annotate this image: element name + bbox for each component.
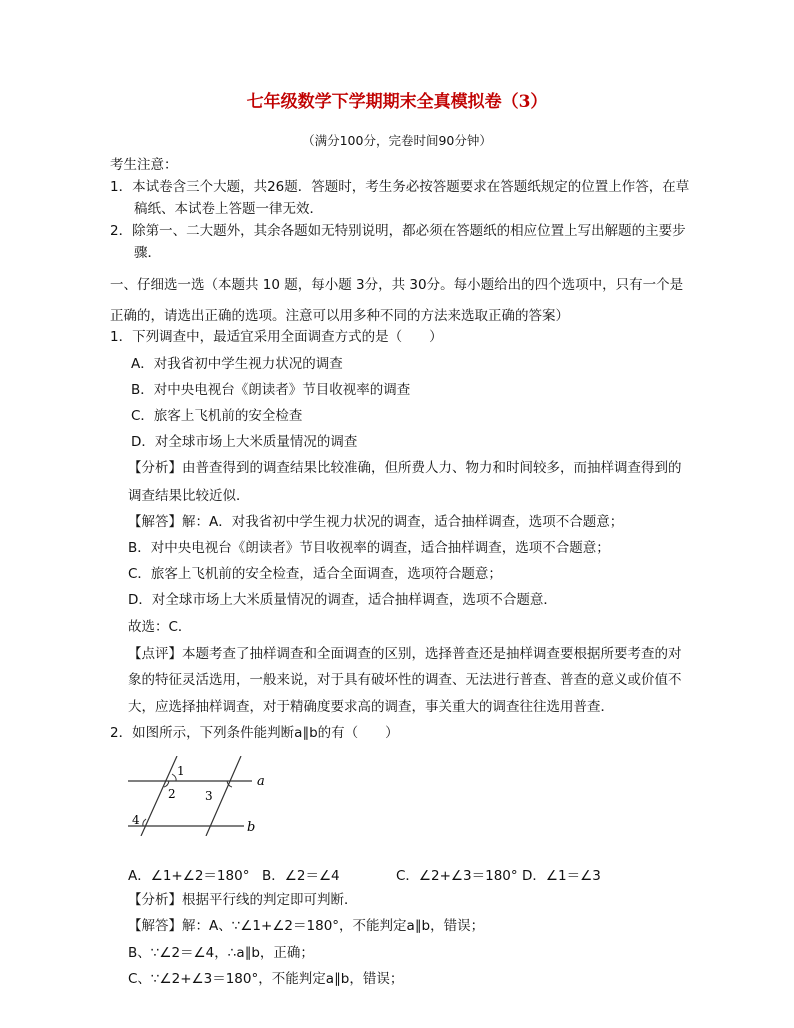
label-angle-3: 3 bbox=[205, 789, 213, 803]
page-subtitle: （满分100分，完卷时间90分钟） bbox=[302, 133, 492, 148]
parallel-lines-figure bbox=[126, 756, 276, 836]
q1-option-c: C．旅客上飞机前的安全检查 bbox=[131, 408, 303, 424]
label-angle-1: 1 bbox=[177, 764, 185, 778]
q2-solution-a: 【解答】解：A、∵∠1+∠2＝180°，不能判定a∥b，错误； bbox=[128, 918, 485, 934]
q2-solution-c: C、∵∠2+∠3＝180°，不能判定a∥b，错误； bbox=[128, 971, 404, 987]
section-heading-cont: 正确的，请选出正确的选项。注意可以用多种不同的方法来选取正确的答案） bbox=[110, 308, 569, 324]
notice-heading: 考生注意： bbox=[110, 157, 178, 173]
notice-item-1: 1．本试卷含三个大题，共26题．答题时，考生务必按答题要求在答题纸规定的位置上作答，在草 bbox=[110, 179, 690, 195]
q1-option-b: B．对中央电视台《朗读者》节目收视率的调查 bbox=[131, 382, 411, 398]
q2-option-a: A．∠1+∠2＝180° bbox=[128, 868, 250, 884]
label-a: a bbox=[257, 774, 265, 789]
q1-analysis-cont: 调查结果比较近似． bbox=[128, 488, 250, 504]
q1-comment-cont-1: 象的特征灵活选用，一般来说，对于具有破坏性的调查、无法进行普查、普查的意义或价值不 bbox=[128, 672, 682, 688]
label-b: b bbox=[247, 820, 256, 835]
section-heading: 一、仔细选一选（本题共 10 题，每小题 3分，共 30分。每小题给出的四个选项中，只有一个是 bbox=[110, 277, 684, 293]
q2-solution-b: B、∵∠2＝∠4，∴a∥b，正确； bbox=[128, 945, 314, 961]
notice-item-2: 2．除第一、二大题外，其余各题如无特别说明，都必须在答题纸的相应位置上写出解题的主要步 bbox=[110, 223, 686, 239]
q1-solution-d: D．对全球市场上大米质量情况的调查，适合抽样调查，选项不合题意． bbox=[128, 592, 557, 608]
label-angle-4: 4 bbox=[132, 813, 140, 827]
q1-comment-cont-2: 大，应选择抽样调查，对于精确度要求高的调查，事关重大的调查往往选用普查． bbox=[128, 699, 614, 715]
q1-analysis: 【分析】由普查得到的调查结果比较准确，但所费人力、物力和时间较多，而抽样调查得到的 bbox=[128, 460, 682, 476]
q2-stem: 2．如图所示，下列条件能判断a∥b的有（ ） bbox=[110, 725, 399, 741]
q1-answer: 故选：C． bbox=[128, 619, 192, 635]
q2-option-d: D．∠1＝∠3 bbox=[522, 868, 601, 884]
q1-option-a: A．对我省初中学生视力状况的调查 bbox=[131, 356, 343, 372]
q1-option-d: D．对全球市场上大米质量情况的调查 bbox=[131, 434, 358, 450]
q2-option-c: C．∠2+∠3＝180° bbox=[396, 868, 518, 884]
q1-comment: 【点评】本题考查了抽样调查和全面调查的区别，选择普查还是抽样调查要根据所要考查的对 bbox=[128, 646, 682, 662]
q1-solution-a: 【解答】解：A．对我省初中学生视力状况的调查，适合抽样调查，选项不合题意； bbox=[128, 514, 624, 530]
q1-solution-b: B．对中央电视台《朗读者》节目收视率的调查，适合抽样调查，选项不合题意； bbox=[128, 540, 610, 556]
label-angle-2: 2 bbox=[168, 787, 176, 801]
q1-stem: 1．下列调查中，最适宜采用全面调查方式的是（ ） bbox=[110, 329, 443, 345]
q2-analysis: 【分析】根据平行线的判定即可判断． bbox=[128, 892, 358, 908]
notice-item-1-cont: 稿纸、本试卷上答题一律无效． bbox=[134, 201, 323, 217]
q1-solution-c: C．旅客上飞机前的安全检查，适合全面调查，选项符合题意； bbox=[128, 566, 502, 582]
q2-option-b: B．∠2＝∠4 bbox=[262, 868, 340, 884]
angle-1-arc bbox=[172, 774, 176, 781]
page-title: 七年级数学下学期期末全真模拟卷（3） bbox=[246, 92, 548, 112]
notice-item-2-cont: 骤． bbox=[134, 245, 161, 261]
